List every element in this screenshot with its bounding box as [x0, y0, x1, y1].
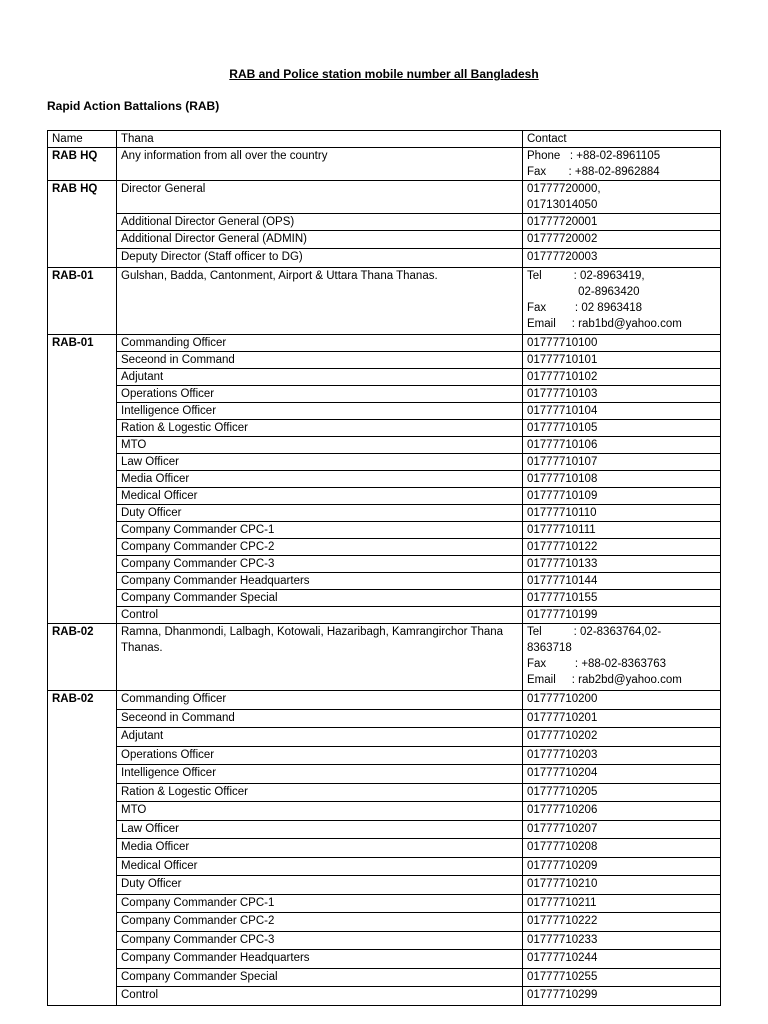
contact-line: 02-8963420 [527, 286, 640, 298]
contact-line: 01777710104 [527, 405, 598, 417]
thana-cell: Intelligence Officer [117, 403, 523, 420]
table-row [48, 352, 721, 369]
thana-cell: MTO [117, 437, 523, 454]
page-title: RAB and Police station mobile number all Bangladesh [229, 67, 539, 81]
thana-cell: Law Officer [117, 454, 523, 471]
thana-cell: Adjutant [117, 369, 523, 386]
contacts-table-body [48, 131, 721, 1006]
contact-cell [523, 505, 721, 522]
contact-cell [523, 181, 721, 214]
contact-cell [523, 437, 721, 454]
table-row [48, 765, 721, 784]
contact-line: 01777710207 [527, 822, 598, 835]
header-thana: Thana [117, 131, 523, 148]
contacts-table [47, 130, 721, 1006]
thana-cell: Duty Officer [117, 505, 523, 522]
contact-cell [523, 471, 721, 488]
table-row [48, 505, 721, 522]
section-title: Rapid Action Battalions (RAB) [47, 99, 220, 113]
thana-cell: Company Commander Headquarters [117, 950, 523, 969]
contact-cell [523, 214, 721, 231]
thana-cell: Control [117, 987, 523, 1006]
thana-cell: Ration & Logestic Officer [117, 420, 523, 437]
contact-line: Tel : 02-8963419, [527, 270, 645, 282]
contact-line: 01777710109 [527, 490, 598, 502]
table-row [48, 624, 721, 691]
thana-cell: Commanding Officer [117, 335, 523, 352]
contact-cell [523, 590, 721, 607]
thana-cell: Company Commander Special [117, 590, 523, 607]
thana-cell: Duty Officer [117, 876, 523, 895]
thana-cell: Company Commander CPC-1 [117, 894, 523, 913]
table-row [48, 746, 721, 765]
contact-cell [523, 454, 721, 471]
contact-line: 01777710144 [527, 575, 598, 587]
contact-cell [523, 352, 721, 369]
thana-cell: Company Commander Headquarters [117, 573, 523, 590]
thana-cell: Any information from all over the country [117, 148, 523, 181]
contact-cell [523, 607, 721, 624]
table-row [48, 931, 721, 950]
contact-cell [523, 802, 721, 821]
contact-cell [523, 335, 721, 352]
contact-cell [523, 728, 721, 747]
contact-cell [523, 709, 721, 728]
table-row [48, 894, 721, 913]
unit-name-cell: RAB-01 [48, 268, 117, 335]
thana-cell: Adjutant [117, 728, 523, 747]
table-row [48, 691, 721, 710]
contact-line: 01777710203 [527, 748, 598, 761]
contact-line: 01777710210 [527, 878, 598, 890]
table-row [48, 839, 721, 858]
table-row [48, 181, 721, 214]
contact-cell [523, 268, 721, 335]
table-row [48, 471, 721, 488]
contact-line: 01777720003 [527, 251, 598, 263]
contact-cell [523, 556, 721, 573]
thana-cell: Commanding Officer [117, 691, 523, 710]
contact-cell [523, 691, 721, 710]
table-row [48, 231, 721, 249]
table-row [48, 709, 721, 728]
thana-cell: Media Officer [117, 839, 523, 858]
contact-line: 01777710106 [527, 439, 598, 451]
table-row [48, 420, 721, 437]
contact-line: 01777710108 [527, 473, 598, 485]
table-header-row [48, 131, 721, 148]
contact-cell [523, 876, 721, 895]
thana-cell: Seceond in Command [117, 709, 523, 728]
contact-line: Fax : 02 8963418 [527, 302, 643, 314]
unit-name-cell: RAB-01 [48, 335, 117, 624]
table-row [48, 522, 721, 539]
contact-cell [523, 624, 721, 691]
contact-line: 01777710202 [527, 730, 598, 742]
table-row [48, 590, 721, 607]
thana-cell: Ration & Logestic Officer [117, 783, 523, 802]
contact-line: 01777710255 [527, 970, 598, 983]
contact-line: Tel : 02-8363764,02- [527, 626, 662, 638]
contact-line: 01777720001 [527, 216, 598, 228]
thana-cell: Company Commander CPC-3 [117, 931, 523, 950]
unit-name-cell: RAB HQ [48, 148, 117, 181]
contact-line: 01777710233 [527, 933, 598, 946]
contact-line: 01777710111 [527, 524, 596, 536]
thana-cell: Gulshan, Badda, Cantonment, Airport & Uttara Thana Thanas. [117, 268, 523, 335]
contact-cell [523, 488, 721, 505]
contact-line: Fax : +88-02-8962884 [527, 166, 660, 178]
contact-cell [523, 950, 721, 969]
contact-line: Phone : +88-02-8961105 [527, 150, 661, 162]
thana-cell: Operations Officer [117, 386, 523, 403]
contact-cell [523, 369, 721, 386]
table-row [48, 249, 721, 268]
thana-cell: Operations Officer [117, 746, 523, 765]
contact-cell [523, 820, 721, 839]
table-row [48, 857, 721, 876]
thana-cell: Law Officer [117, 820, 523, 839]
contact-cell [523, 765, 721, 784]
contact-line: 01777710122 [527, 541, 598, 553]
table-row [48, 607, 721, 624]
table-row [48, 369, 721, 386]
contact-line: 01777710133 [527, 558, 598, 570]
table-row [48, 437, 721, 454]
contact-cell [523, 839, 721, 858]
contact-cell [523, 249, 721, 268]
contact-line: 8363718 [527, 642, 572, 654]
thana-cell: Company Commander CPC-2 [117, 913, 523, 932]
contact-line: 01777710204 [527, 767, 598, 779]
unit-name-cell: RAB-02 [48, 691, 117, 1006]
table-row [48, 987, 721, 1006]
table-row [48, 214, 721, 231]
table-row [48, 728, 721, 747]
contact-line: 01777710101 [527, 354, 598, 366]
thana-cell: Seceond in Command [117, 352, 523, 369]
contact-line: 01777720000, [527, 183, 601, 195]
table-row [48, 556, 721, 573]
table-row [48, 573, 721, 590]
contact-cell [523, 386, 721, 403]
contact-line: 01777710209 [527, 859, 598, 872]
contact-line: 01713014050 [527, 199, 598, 211]
contact-line: 01777710206 [527, 804, 598, 816]
contact-line: 01777710244 [527, 952, 598, 964]
contact-line: 01777710205 [527, 785, 598, 798]
contact-cell [523, 403, 721, 420]
contact-cell [523, 783, 721, 802]
contact-line: 01777710100 [527, 337, 598, 349]
table-row [48, 968, 721, 987]
contact-line: 01777710299 [527, 989, 598, 1001]
thana-cell: Director General [117, 181, 523, 214]
contact-line: 01777710103 [527, 388, 598, 400]
unit-name-cell: RAB HQ [48, 181, 117, 268]
contact-line: 01777710200 [527, 693, 598, 705]
contact-cell [523, 420, 721, 437]
thana-cell: Company Commander CPC-3 [117, 556, 523, 573]
table-row [48, 913, 721, 932]
contact-line: 01777720002 [527, 233, 598, 245]
contact-cell [523, 987, 721, 1006]
contact-cell [523, 522, 721, 539]
thana-cell: Additional Director General (ADMIN) [117, 231, 523, 249]
contact-line: 01777710155 [527, 592, 598, 604]
thana-cell: Ramna, Dhanmondi, Lalbagh, Kotowali, Hazaribagh, Kamrangirchor Thana Thanas. [117, 624, 523, 691]
contact-cell [523, 968, 721, 987]
contact-line: 01777710110 [527, 507, 597, 519]
contact-line: 01777710211 [527, 896, 597, 909]
contact-cell [523, 746, 721, 765]
contact-line: 01777710105 [527, 422, 598, 434]
thana-cell: Media Officer [117, 471, 523, 488]
table-row [48, 783, 721, 802]
table-row [48, 820, 721, 839]
contact-line: Email : rab2bd@yahoo.com [527, 674, 682, 686]
table-row [48, 403, 721, 420]
thana-cell: Company Commander CPC-1 [117, 522, 523, 539]
contact-line: 01777710208 [527, 841, 598, 853]
contact-cell [523, 148, 721, 181]
table-row [48, 950, 721, 969]
header-contact: Contact [523, 131, 721, 148]
contact-cell [523, 231, 721, 249]
thana-cell: Deputy Director (Staff officer to DG) [117, 249, 523, 268]
contact-cell [523, 913, 721, 932]
table-row [48, 876, 721, 895]
contact-line: 01777710201 [527, 711, 598, 724]
thana-cell: Additional Director General (OPS) [117, 214, 523, 231]
contact-line: 01777710199 [527, 609, 598, 621]
table-row [48, 386, 721, 403]
thana-cell: Medical Officer [117, 488, 523, 505]
table-row [48, 488, 721, 505]
header-name: Name [48, 131, 117, 148]
unit-name-cell: RAB-02 [48, 624, 117, 691]
contact-line: Fax : +88-02-8363763 [527, 658, 667, 670]
table-row [48, 148, 721, 181]
thana-cell: MTO [117, 802, 523, 821]
table-row [48, 539, 721, 556]
contact-cell [523, 857, 721, 876]
thana-cell: Medical Officer [117, 857, 523, 876]
contact-cell [523, 931, 721, 950]
thana-cell: Intelligence Officer [117, 765, 523, 784]
thana-cell: Company Commander CPC-2 [117, 539, 523, 556]
contact-cell [523, 573, 721, 590]
contact-line: 01777710107 [527, 456, 598, 468]
contact-cell [523, 894, 721, 913]
table-row [48, 454, 721, 471]
table-row [48, 335, 721, 352]
contact-line: Email : rab1bd@yahoo.com [527, 318, 682, 330]
contact-line: 01777710102 [527, 371, 598, 383]
thana-cell: Company Commander Special [117, 968, 523, 987]
table-row [48, 268, 721, 335]
thana-cell: Control [117, 607, 523, 624]
contact-cell [523, 539, 721, 556]
table-row [48, 802, 721, 821]
contact-line: 01777710222 [527, 915, 598, 927]
